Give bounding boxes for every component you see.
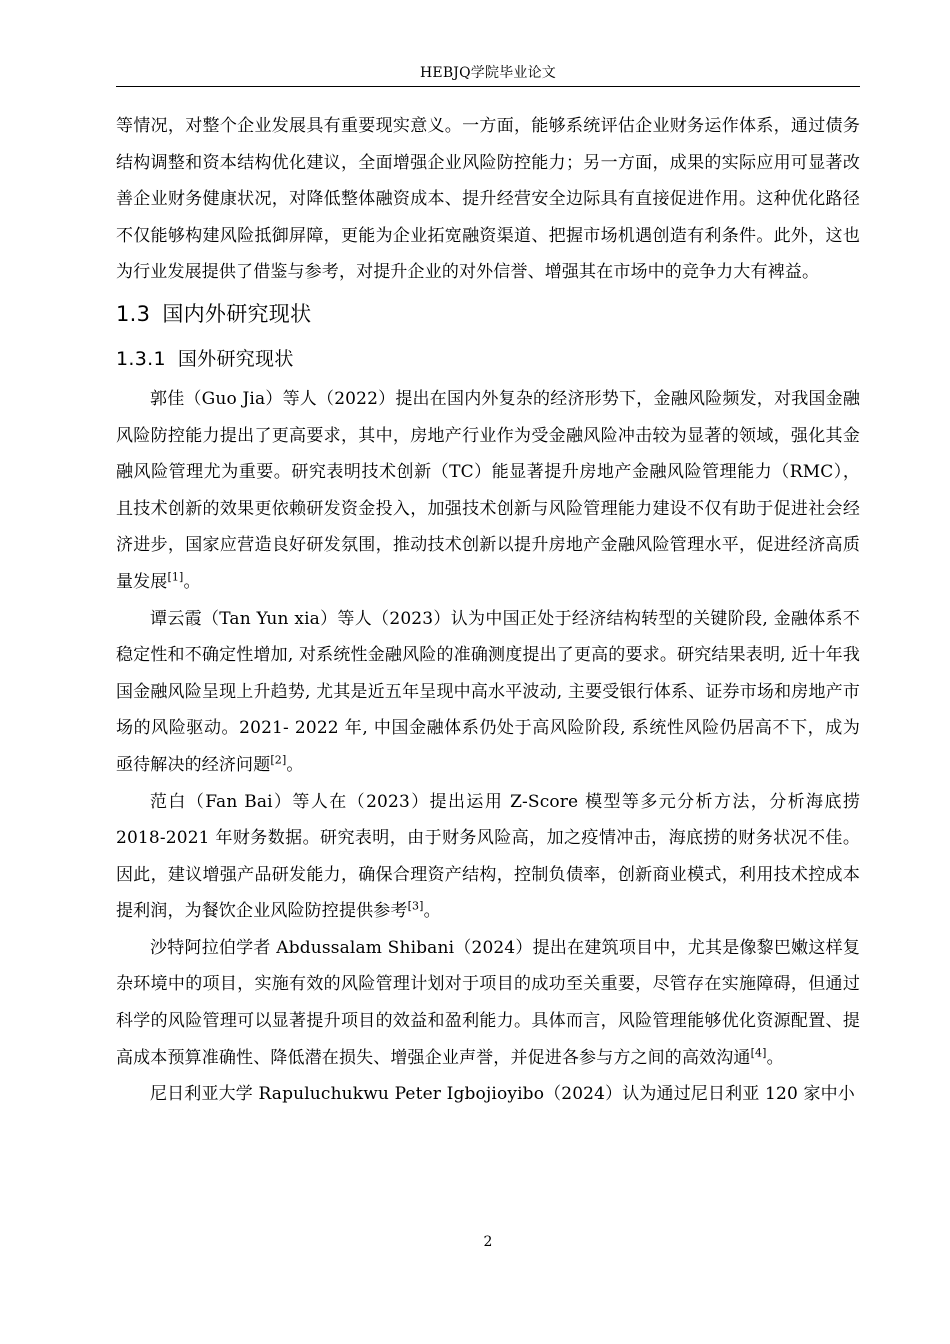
paragraph-guo-jia [116, 381, 860, 601]
subsection-heading-1-3-1 [116, 337, 860, 381]
subsection-title: 国外研究现状 [177, 347, 294, 370]
body-text [116, 108, 860, 1113]
paragraph-igbojioyibo: 尼日利亚大学 Rapuluchukwu Peter Igbojioyibo（2024）认为通过尼日利亚 120 家中小 [150, 1084, 855, 1105]
paragraph-text: 范白（Fan Bai）等人在（2023）提出运用 Z-Score 模型等多元分析方法，分析海底捞 2018-2021 年财务数据。研究表明，由于财务风险高，加之疫情冲击，海底捞的财务状况不佳。因此，建议增强产品研发能力，确保合理资产结构，控制负债率，创新商业模式，利用技术控成本提利润，为餐饮企业风险防控提供参考 [116, 791, 860, 922]
paragraph-end: 。 [183, 571, 201, 592]
page-number: 2 [483, 1234, 493, 1250]
paragraph-tan-yun-xia [116, 601, 860, 784]
header-divider [116, 86, 860, 87]
paragraph-text: 谭云霞（Tan Yun xia）等人（2023）认为中国正处于经济结构转型的关键阶段, 金融体系不稳定性和不确定性增加, 对系统性金融风险的准确测度提出了更高的要求。研究结果表明, 近十年我国金融风险呈现上升趋势, 尤其是近五年呈现中高水平波动, 主要受银行体系、证券市场和房地产市场的风险驱动。2021- 2022 年, 中国金融体系仍处于高风险阶段, 系统性风险仍居高不下，成为亟待解决的经济问题 [116, 608, 860, 775]
paragraph-text: 郭佳（Guo Jia）等人（2022）提出在国内外复杂的经济形势下，金融风险频发，对我国金融风险防控能力提出了更高要求，其中，房地产行业作为受金融风险冲击较为显著的领域，强化其金融风险管理尤为重要。研究表明技术创新（TC）能显著提升房地产金融风险管理能力（RMC），且技术创新的效果更依赖研发资金投入，加强技术创新与风险管理能力建设不仅有助于促进社会经济进步，国家应营造良好研发氛围，推动技术创新以提升房地产金融风险管理水平，促进经济高质量发展 [116, 388, 860, 592]
running-header: HEBJQ学院毕业论文 [419, 65, 556, 81]
paragraph-text: 沙特阿拉伯学者 Abdussalam Shibani（2024）提出在建筑项目中，尤其是像黎巴嫩这样复杂环境中的项目，实施有效的风险管理计划对于项目的成功至关重要，尽管存在实施障碍，但通过科学的风险管理可以显著提升项目的效益和盈利能力。具体而言，风险管理能够优化资源配置、提高成本预算准确性、降低潜在损失、增强企业声誉，并促进各参与方之间的高效沟通 [116, 937, 860, 1068]
citation-ref: [2] [270, 753, 287, 767]
citation-ref: [3] [407, 899, 424, 913]
paragraph-fan-bai [116, 784, 860, 930]
section-number: 1.3 [116, 301, 151, 326]
subsection-number: 1.3.1 [116, 347, 166, 370]
paragraph-end: 。 [423, 901, 441, 922]
paragraph-continued: 等情况，对整个企业发展具有重要现实意义。一方面，能够系统评估企业财务运作体系，通过债务结构调整和资本结构优化建议，全面增强企业风险防控能力；另一方面，成果的实际应用可显著改善企业财务健康状况，对降低整体融资成本、提升经营安全边际具有直接促进作用。这种优化路径不仅能够构建风险抵御屏障，更能为企业拓宽融资渠道、把握市场机遇创造有利条件。此外，这也为行业发展提供了借鉴与参考，对提升企业的对外信誉、增强其在市场中的竞争力大有裨益。 [116, 116, 860, 283]
paragraph-end: 。 [286, 754, 304, 775]
section-heading-1-3 [116, 291, 860, 337]
paragraph-end: 。 [766, 1047, 784, 1068]
citation-ref: [1] [167, 570, 184, 584]
section-title: 国内外研究现状 [162, 301, 312, 326]
paragraph-shibani [116, 930, 860, 1076]
citation-ref: [4] [750, 1046, 767, 1059]
